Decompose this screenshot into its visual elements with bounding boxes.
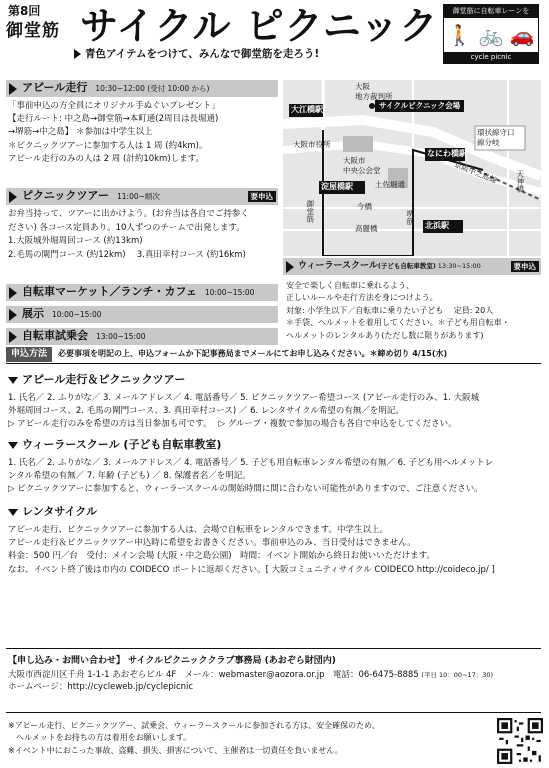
tour-line: 2.毛馬の閘門コース (約12km) 3.真田幸村コース (約16km)	[8, 249, 246, 260]
event-title: サイクル ピクニック	[80, 4, 439, 48]
divider	[6, 648, 541, 649]
apply-method-text: 必要事項を明記の上、申込フォームか下記事務局までメールにてお申し込みください。＊締め切り 4/15(水)	[58, 349, 448, 359]
tour-line: ださい) 各コース定員あり。10人ずつのチームで出発します。	[8, 222, 245, 233]
wheeler-title: ウィーラースクール	[298, 260, 378, 271]
appeal-section-bar	[6, 80, 278, 97]
venue-tag: サイクルピクニック会場	[375, 100, 464, 112]
trial-title: 自転車試乗会	[22, 329, 88, 343]
wheeler-line: 安全で楽しく自転車に乗れるよう、	[286, 281, 414, 290]
map-label-keihan: 京阪中之島線	[453, 159, 499, 186]
market-title: 自転車マーケット／ランチ・カフェ	[22, 285, 197, 299]
map-label-hall: 大阪市 中央公会堂	[343, 156, 381, 175]
arrow-icon	[74, 49, 81, 59]
tour-section-bar	[6, 188, 278, 205]
map-label-tosabori: 土佐堀通	[375, 180, 405, 189]
apply-heading-rental: レンタサイクル	[8, 505, 97, 519]
apply-line: ンタル希望の有無／ 7. 年齢 (子ども) ／ 8. 保護者名／を明記。	[8, 471, 251, 482]
apply-body-rental	[8, 524, 543, 577]
car-icon: 🚗	[509, 23, 535, 47]
apply-method-bar	[6, 346, 541, 364]
divider	[6, 712, 541, 713]
wheeler-line: ＊手袋、ヘルメットを着用してください。＊子ども用自転車・	[286, 318, 510, 328]
map-label-midosuji: 御堂筋	[305, 200, 315, 223]
rental-line: アピール走行、ピクニックツアーに参加する人は、会場で自転車をレンタルできます。中学生以上。	[8, 525, 388, 535]
map-label-kitahama: 北浜駅	[425, 221, 449, 230]
map-label-koraibashi: 高麗橋	[355, 224, 378, 233]
event-logo	[443, 4, 539, 64]
apply-line: 1. 氏名／ 2. ふりがな／ 3. メールアドレス／ 4. 電話番号／ 5. ピクニックツアー希望コース (アピール走行のみ、1. 大阪城	[8, 393, 480, 403]
apply-body-wheeler	[8, 457, 543, 497]
apply-line: ▷ ピクニックツアーに参加すると、ウィーラースクールの開始時間に間に合わない可能性がありますので、ご注意ください。	[8, 484, 483, 495]
map-label-naniwa: なにわ橋駅	[427, 149, 467, 158]
appeal-line: →堺筋→中之島】 ＊参加は中学生以上	[8, 127, 153, 138]
map-label-tenjinbashi: 天神橋	[515, 170, 525, 193]
venue-label: 御堂筋	[6, 21, 60, 41]
venue-map	[283, 80, 541, 256]
map-label-sakaisuji: 堺筋	[405, 210, 415, 225]
appeal-body	[8, 100, 280, 166]
rental-line: 料金：500 円／台 受付：メイン会場 (大阪・中之島公園) 時間：イベント開始から終日お使いいただけます。	[8, 551, 435, 562]
appeal-line: 「事前申込の方全員にオリジナル手ぬぐいプレゼント」	[8, 101, 220, 111]
appeal-time: 10:30~12:00 (受付 10:00 から)	[95, 83, 210, 93]
appeal-title: アピール走行	[22, 81, 88, 95]
exhibit-section-bar	[6, 306, 278, 323]
exhibit-time: 10:00~15:00	[52, 309, 102, 319]
appeal-line: 【走行ルート: 中之島→御堂筋→本町通(2周目は長堀通)	[8, 114, 219, 125]
appeal-line: アピール走行のみの人は 2 周 (計約10km)します。	[8, 153, 204, 164]
market-section-bar	[6, 284, 278, 301]
rental-line: なお、イベント終了後は市内の COIDECO ポートに返却ください。[ 大阪コミュニティサイクル COIDECO http://coideco.jp/ ]	[8, 564, 495, 575]
rental-line: アピール走行＆ピクニックツアー申込時に希望をお書きください。事前申込のみ、当日受付はできません。	[8, 538, 416, 549]
wheeler-time: 13:30~15:00	[437, 262, 481, 271]
wheeler-line: ヘルメットのレンタルあり(ただし数に限りがあります)	[286, 330, 484, 340]
wheeler-subtitle: (子ども自転車教室)	[377, 262, 436, 271]
qr-code-icon	[497, 718, 543, 764]
tour-line: 1.大阪城外堀周回コース (約13km)	[8, 236, 143, 247]
tour-title: ピクニックツアー	[22, 189, 110, 203]
tour-required-badge: 要申込	[248, 191, 277, 203]
wheeler-line: 対象: 小学生以下／自転車に乗りたい子ども 定員: 20人	[286, 305, 494, 315]
triangle-icon	[9, 287, 17, 299]
apply-heading-wheeler: ウィーラースクール (子ども自転車教室)	[8, 438, 221, 452]
apply-body-appeal	[8, 392, 543, 432]
bicycle-icon: 🚲	[478, 23, 504, 47]
apply-line: 1. 氏名／ 2. ふりがな／ 3. メールアドレス／ 4. 電話番号／ 5. 子ども用自転車レンタル希望の有無／ 6. 子ども用ヘルメットレ	[8, 458, 494, 468]
note-line: ※イベント中におこった事故、盗難、損失、損害について、主催者は一切責任を負いません。	[8, 745, 343, 755]
triangle-icon	[286, 261, 294, 273]
contact-hours: (平日 10：00~17：30)	[421, 670, 494, 679]
note-line: ヘルメットをお持ちの方は着用をお願いします。	[8, 733, 192, 743]
map-label-yodoyabashi: 淀屋橋駅	[321, 182, 353, 191]
logo-slogan: 御堂筋に自転車レーンを	[444, 5, 538, 18]
contact-address: 大阪市西淀川区千舟 1-1-1 あおぞらビル 4F メール：webmaster@aozora.or.jp 電話：06-6475-8885	[8, 669, 419, 680]
apply-heading-appeal: アピール走行＆ピクニックツアー	[8, 373, 185, 387]
subtitle-text: 青色アイテムをつけて、みんなで御堂筋を走ろう!	[85, 48, 320, 60]
wheeler-required-badge: 要申込	[511, 261, 540, 273]
pedestrian-icon: 🚶	[447, 23, 473, 47]
logo-name: cycle picnic	[444, 52, 538, 63]
triangle-icon	[9, 309, 17, 321]
apply-line: 外堀周回コース、2. 毛馬の閘門コース、3. 真田幸村コース) ／ 6. レンタサイクル希望の有無／を明記。	[8, 406, 404, 417]
map-label-city-hall: 大阪市役所	[293, 140, 331, 149]
event-subtitle	[74, 48, 319, 62]
tour-body	[8, 208, 280, 262]
trial-section-bar	[6, 328, 278, 345]
wheeler-line: 正しいルールや走行方法を身につけよう。	[286, 293, 438, 303]
notes-block	[8, 720, 478, 757]
apply-method-tag: 申込方法	[6, 347, 52, 363]
apply-line: ▷ アピール走行のみを希望の方は当日参加も可です。 ▷ グループ・複数で参加の場合も各自で申込をしてください。	[8, 419, 457, 430]
map-label-imabashi: 今橋	[357, 202, 372, 211]
tour-line: お弁当持って、ツアーに出かけよう。(お弁当は各自でご持参く	[8, 209, 249, 219]
wheeler-body	[286, 280, 544, 342]
market-time: 10:00~15:00	[204, 287, 255, 297]
note-line: ※アピール走行、ピクニックツアー、試乗会、ウィーラースクールに参加される方は、安全確保のため、	[8, 721, 380, 730]
triangle-icon	[9, 331, 17, 343]
trial-time: 13:00~15:00	[96, 331, 146, 341]
edition-label: 第8回	[8, 4, 41, 18]
header	[6, 4, 543, 64]
wheeler-section-bar	[283, 258, 541, 275]
tour-time: 11:00~順次	[117, 191, 160, 201]
contact-heading: 【申し込み・お問い合わせ】 サイクルピクニッククラブ事務局 (あおぞら財団内)	[8, 656, 336, 666]
appeal-line: ＊ピクニックツアーに参加する人は 1 周 (約4km)。	[8, 140, 208, 151]
contact-block	[8, 655, 543, 694]
map-label-court: 大阪 地方裁判所	[355, 82, 393, 101]
exhibit-title: 展示	[22, 307, 44, 321]
triangle-icon	[9, 83, 17, 95]
logo-pictograms	[444, 18, 538, 52]
map-label-oebashi: 大江橋駅	[291, 105, 323, 114]
contact-address-line	[8, 669, 543, 682]
triangle-icon	[9, 191, 17, 203]
contact-web[interactable]: ホームページ：http://cycleweb.jp/cyclepicnic	[8, 682, 194, 693]
map-label-loop: 環状線守口 線分岐	[477, 128, 515, 147]
